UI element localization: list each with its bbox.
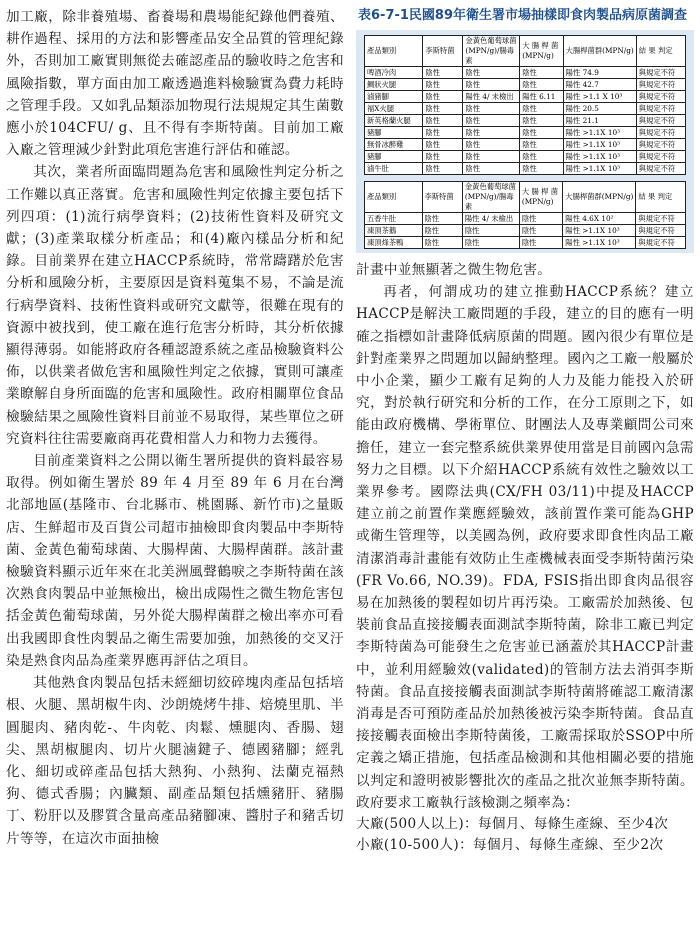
- table-cell: 與規定不符: [636, 237, 686, 249]
- header-cell: 大 腸 桿 菌(MPN/g): [520, 36, 563, 67]
- table-cell: 陰性: [423, 79, 463, 91]
- header-cell: 李斯特菌: [423, 36, 463, 67]
- table-cell: 陰性: [463, 139, 520, 151]
- table-cell: 陰性: [520, 139, 563, 151]
- frequency-line: 大廠(500人以上)：每個月、每條生產線、至少4次: [356, 816, 669, 833]
- table-row: [365, 127, 686, 139]
- body-paragraph: 目前產業資料之公開以衛生署所提供的資料最容易取得。例如衛生署於 89 年 4 月至 89 年 6 月在台灣北部地區(基隆市、台北縣市、桃園縣、新竹市)之量販店、生鮮超市及百貨公司超市抽檢即食肉製品中李斯特菌、金黃色葡萄球菌、大腸桿菌、大腸桿菌群。該計畫檢驗資料顯示近年來在北美洲風聲鶴唳之李斯特菌在該次熟食肉製品中並無檢出，檢出成陽性之微生物危害包括金黃色葡萄球菌，另外從大腸桿菌群之檢出率亦可看出我國即食性肉製品之衛生需要加強，加熱後的交叉汙染是熟食肉品為產業界應再評估之項目。: [6, 453, 344, 669]
- table-cell: 陽性 >1.1X 10³: [563, 151, 636, 163]
- table-cell: 陰性: [463, 103, 520, 115]
- table-cell: 陽性 4/ 未檢出: [462, 213, 519, 225]
- table-cell: 陰性: [463, 163, 520, 175]
- table-cell: 與規定不符: [636, 79, 685, 91]
- table-cell: 陽性 >1.1 X 10³: [563, 91, 636, 103]
- table-cell: 豬腳: [365, 127, 423, 139]
- pathogen-table-2: [364, 181, 686, 249]
- table-cell: 滷牛肚: [365, 163, 423, 175]
- header-cell: 結 果 判定: [636, 182, 686, 213]
- table-row: [365, 91, 686, 103]
- header-cell: 結 果 判定: [636, 36, 685, 67]
- table-cell: 凍頂烽茶鴨: [365, 237, 423, 249]
- table-cell: 與規定不符: [636, 115, 685, 127]
- table-header-row: [365, 182, 686, 213]
- body-paragraph: 加工廠，除非養殖場、畜養場和農場能紀錄他們養殖、耕作過程、採用的方法和影響產品安全品質的管理紀錄外，否則加工廠實則無從去確認產品的驗收時之危害和風險指數，單方面由加工廠透過進料檢驗實為費力耗時之管理手段。又如乳品類添加物現行法規規定其生菌數應小於104CFU/ g、且不得有李斯特菌。目前加工廠入廠之管理減少針對此項危害進行評估和確認。: [6, 9, 344, 159]
- table-row: [365, 103, 686, 115]
- table-cell: 陽性 4/ 未檢出: [463, 91, 520, 103]
- header-cell: 金黃色葡萄球菌(MPN/g)/腸毒素: [462, 182, 519, 213]
- body-paragraph: 計畫中並無顯著之微生物危害。: [356, 262, 552, 278]
- table-header-row: [365, 36, 686, 67]
- table-cell: 啤酒冷肉: [365, 67, 423, 79]
- table-cell: 陰性: [519, 225, 562, 237]
- table-cell: 陽性 6.11: [520, 91, 563, 103]
- table-cell: 陰性: [520, 127, 563, 139]
- table-cell: 與規定不符: [636, 67, 685, 79]
- table-cell: 陰性: [462, 237, 519, 249]
- table-cell: 陰性: [463, 79, 520, 91]
- table-cell: 陰性: [463, 127, 520, 139]
- table-cell: 陰性: [519, 213, 562, 225]
- table-cell: 陰性: [422, 225, 462, 237]
- table-cell: 與規定不符: [636, 213, 686, 225]
- table-cell: 陰性: [423, 67, 463, 79]
- table-cell: 陰性: [423, 103, 463, 115]
- table-cell: 與規定不符: [636, 151, 685, 163]
- table-cell: 陰性: [520, 151, 563, 163]
- table-row: [365, 139, 686, 151]
- table-cell: 陰性: [463, 115, 520, 127]
- table-cell: 陰性: [423, 139, 463, 151]
- table-cell: 陽性 21.1: [563, 115, 636, 127]
- header-cell: 金黃色葡萄球菌(MPN/g)/腸毒素: [463, 36, 520, 67]
- table-cell: 陰性: [463, 67, 520, 79]
- pathogen-table-1: [364, 35, 686, 175]
- table-cell: 無骨冰醉雞: [365, 139, 423, 151]
- table-cell: 陰性: [423, 127, 463, 139]
- table-cell: 陽性 42.7: [563, 79, 636, 91]
- table-cell: 五香牛肚: [365, 213, 423, 225]
- header-cell: 大 腸 桿 菌(MPN/g): [519, 182, 562, 213]
- table-panel: [356, 30, 694, 253]
- table-cell: 陽性 >1.1X 10³: [563, 225, 636, 237]
- header-cell: 產品類別: [365, 36, 423, 67]
- table-row: [365, 115, 686, 127]
- table-cell: 陰性: [520, 79, 563, 91]
- frequency-line: 小廠(10-500人)：每個月、每條生產線、至少2次: [356, 837, 664, 854]
- table-cell: 陰性: [520, 103, 563, 115]
- table-cell: 陽性 >1.1X 10³: [563, 127, 636, 139]
- body-paragraph: 其他熟食肉製品包括未經細切絞碎塊肉產品包括培根、火腿、黑胡椒牛肉、沙朗燒烤牛排、焙燒里肌、半圓腿肉、豬肉乾-、牛肉乾、肉鬆、燻腿肉、香腸、翅尖、黑胡椒腿肉、切片火腿滷鍵子、德國豬腳；經乳化、細切或碎產品包括大熱狗、小熱狗、法蘭克福熱狗、德式香腸；內臟類、副產品類包括燻豬肝、豬腸丁、粉肝以及膠質含量高產品豬腳凍、醬肘子和豬舌切片等等，在這次市面抽檢: [6, 675, 344, 847]
- header-cell: 產品類別: [365, 182, 423, 213]
- table-cell: 福X火腿: [365, 103, 423, 115]
- table-row: [365, 213, 686, 225]
- right-column: [356, 6, 694, 856]
- table-cell: 豬腳: [365, 151, 423, 163]
- table-cell: 陰性: [422, 237, 462, 249]
- table-cell: 陽性 74.9: [563, 67, 636, 79]
- left-column: [6, 6, 344, 850]
- table-cell: 陰性: [423, 163, 463, 175]
- table-row: [365, 67, 686, 79]
- table-cell: 陽性 >1.1X 10³: [563, 237, 636, 249]
- body-paragraph: 再者，何謂成功的建立推動HACCP系統？建立HACCP是解決工廠問題的手段，建立的目的應有一明確之指標如計畫降低病原菌的問題。國內很少有單位是針對產業界之問題加以歸納整理。國內之工廠一般屬於中小企業，顯少工廠有足夠的人力及能力能投入於研究，對於執行研究和分析的工作，在分工原則之下，如能由政府機構、學術單位、財團法人及專業顧問公司來擔任，建立一套完整系統供業界使用當是目前國內急需努力之目標。以下介紹HACCP系統有效性之驗效以工業界參考。國際法典(CX/FH 03/11)中提及HACCP建立前之前置作業應經驗效，該前置作業可能為GHP或衛生管理等，以美國為例，政府要求即食性肉品工廠清潔消毒計畫能有效防止生產機械表面受李斯特菌污染(FR Vo.66, NO.39)。FDA, FSIS指出即食肉品很容易在加熱後的製程如切片再汚染。工廠需於加熱後、包裝前食品直接接觸表面測試李斯特菌，除非工廠已判定李斯特菌為可能發生之危害並已涵蓋於其HACCP計畫中，並利用經驗效(validated)的管制方法去消弭李斯特菌。食品直接接觸表面測試李斯特菌將確認工廠清潔消毒是否可預防產品於加熱後被污染李斯特菌。食品直接接觸表面檢出李斯特菌後，工廠需採取於SSOP中所定義之矯正措施，包括產品檢測和其他相關必要的措施以判定和證明被影響批次的產品之批次並無李斯特菌。政府要求工廠執行該檢測之頻率為：: [356, 284, 694, 811]
- table-cell: 與規定不符: [636, 91, 685, 103]
- table-cell: 與規定不符: [636, 139, 685, 151]
- table-cell: 與規定不符: [636, 225, 686, 237]
- table-cell: 滷豬腳: [365, 91, 423, 103]
- table-title: 表6-7-1民國89年衛生署市場抽樣即食肉製品病原菌調查: [358, 8, 688, 23]
- table-cell: 陰性: [520, 163, 563, 175]
- table-cell: 新英格蘭火腿: [365, 115, 423, 127]
- table-cell: 陰性: [423, 91, 463, 103]
- table-cell: 陰性: [462, 225, 519, 237]
- table-cell: 與規定不符: [636, 163, 685, 175]
- table-cell: 陰性: [422, 213, 462, 225]
- table-row: [365, 163, 686, 175]
- table-row: [365, 79, 686, 91]
- table-cell: 凍頂茶鵝: [365, 225, 423, 237]
- table-cell: 陰性: [463, 151, 520, 163]
- table-cell: 陰性: [520, 115, 563, 127]
- table-cell: 陽性 >1.1X 10³: [563, 163, 636, 175]
- table-row: [365, 237, 686, 249]
- table-cell: 陽性 >1.1X 10³: [563, 139, 636, 151]
- table-cell: 陰性: [519, 237, 562, 249]
- table-cell: 陰性: [423, 151, 463, 163]
- table-cell: 陽性 4.6X 10²: [563, 213, 636, 225]
- table-row: [365, 225, 686, 237]
- body-paragraph: 其次，業者所面臨問題為危害和風險性判定分析之工作難以真正落實。危害和風險性判定依據主要包括下列四項：(1)流行病學資料；(2)技術性資料及研究文獻；(3)產業取樣分析產品；和(4)廠內樣品分析和紀錄。目前業界在建立HACCP系統時，常常躊躇於危害分析和風險分析，主要原因是資料蒐集不易，不論是流行病學資料、技術性資料或研究文獻等，很難在現有的資源中被找到，使工廠在進行危害分析時，其分析依據顯得薄弱。如能將政府各種認證系統之產品檢驗資料公佈，以供業者做危害和風險性判定之依據，實則可讓產業瞭解自身所面臨的危害和風險性。政府相關單位食品檢驗結果之風險性資料目前並不易取得，某些單位之研究資料往往需要廠商再花費相當人力和物力去獲得。: [6, 164, 344, 447]
- table-cell: 陰性: [520, 67, 563, 79]
- header-cell: 大腸桿菌群(MPN/g): [563, 36, 636, 67]
- table-cell: 陽性 20.5: [563, 103, 636, 115]
- header-cell: 李斯特菌: [422, 182, 462, 213]
- header-cell: 大腸桿菌群(MPN/g): [563, 182, 636, 213]
- table-row: [365, 151, 686, 163]
- table-cell: 陰性: [423, 115, 463, 127]
- table-cell: 鯛狀火腿: [365, 79, 423, 91]
- table-cell: 與規定不符: [636, 127, 685, 139]
- table-cell: 與規定不符: [636, 103, 685, 115]
